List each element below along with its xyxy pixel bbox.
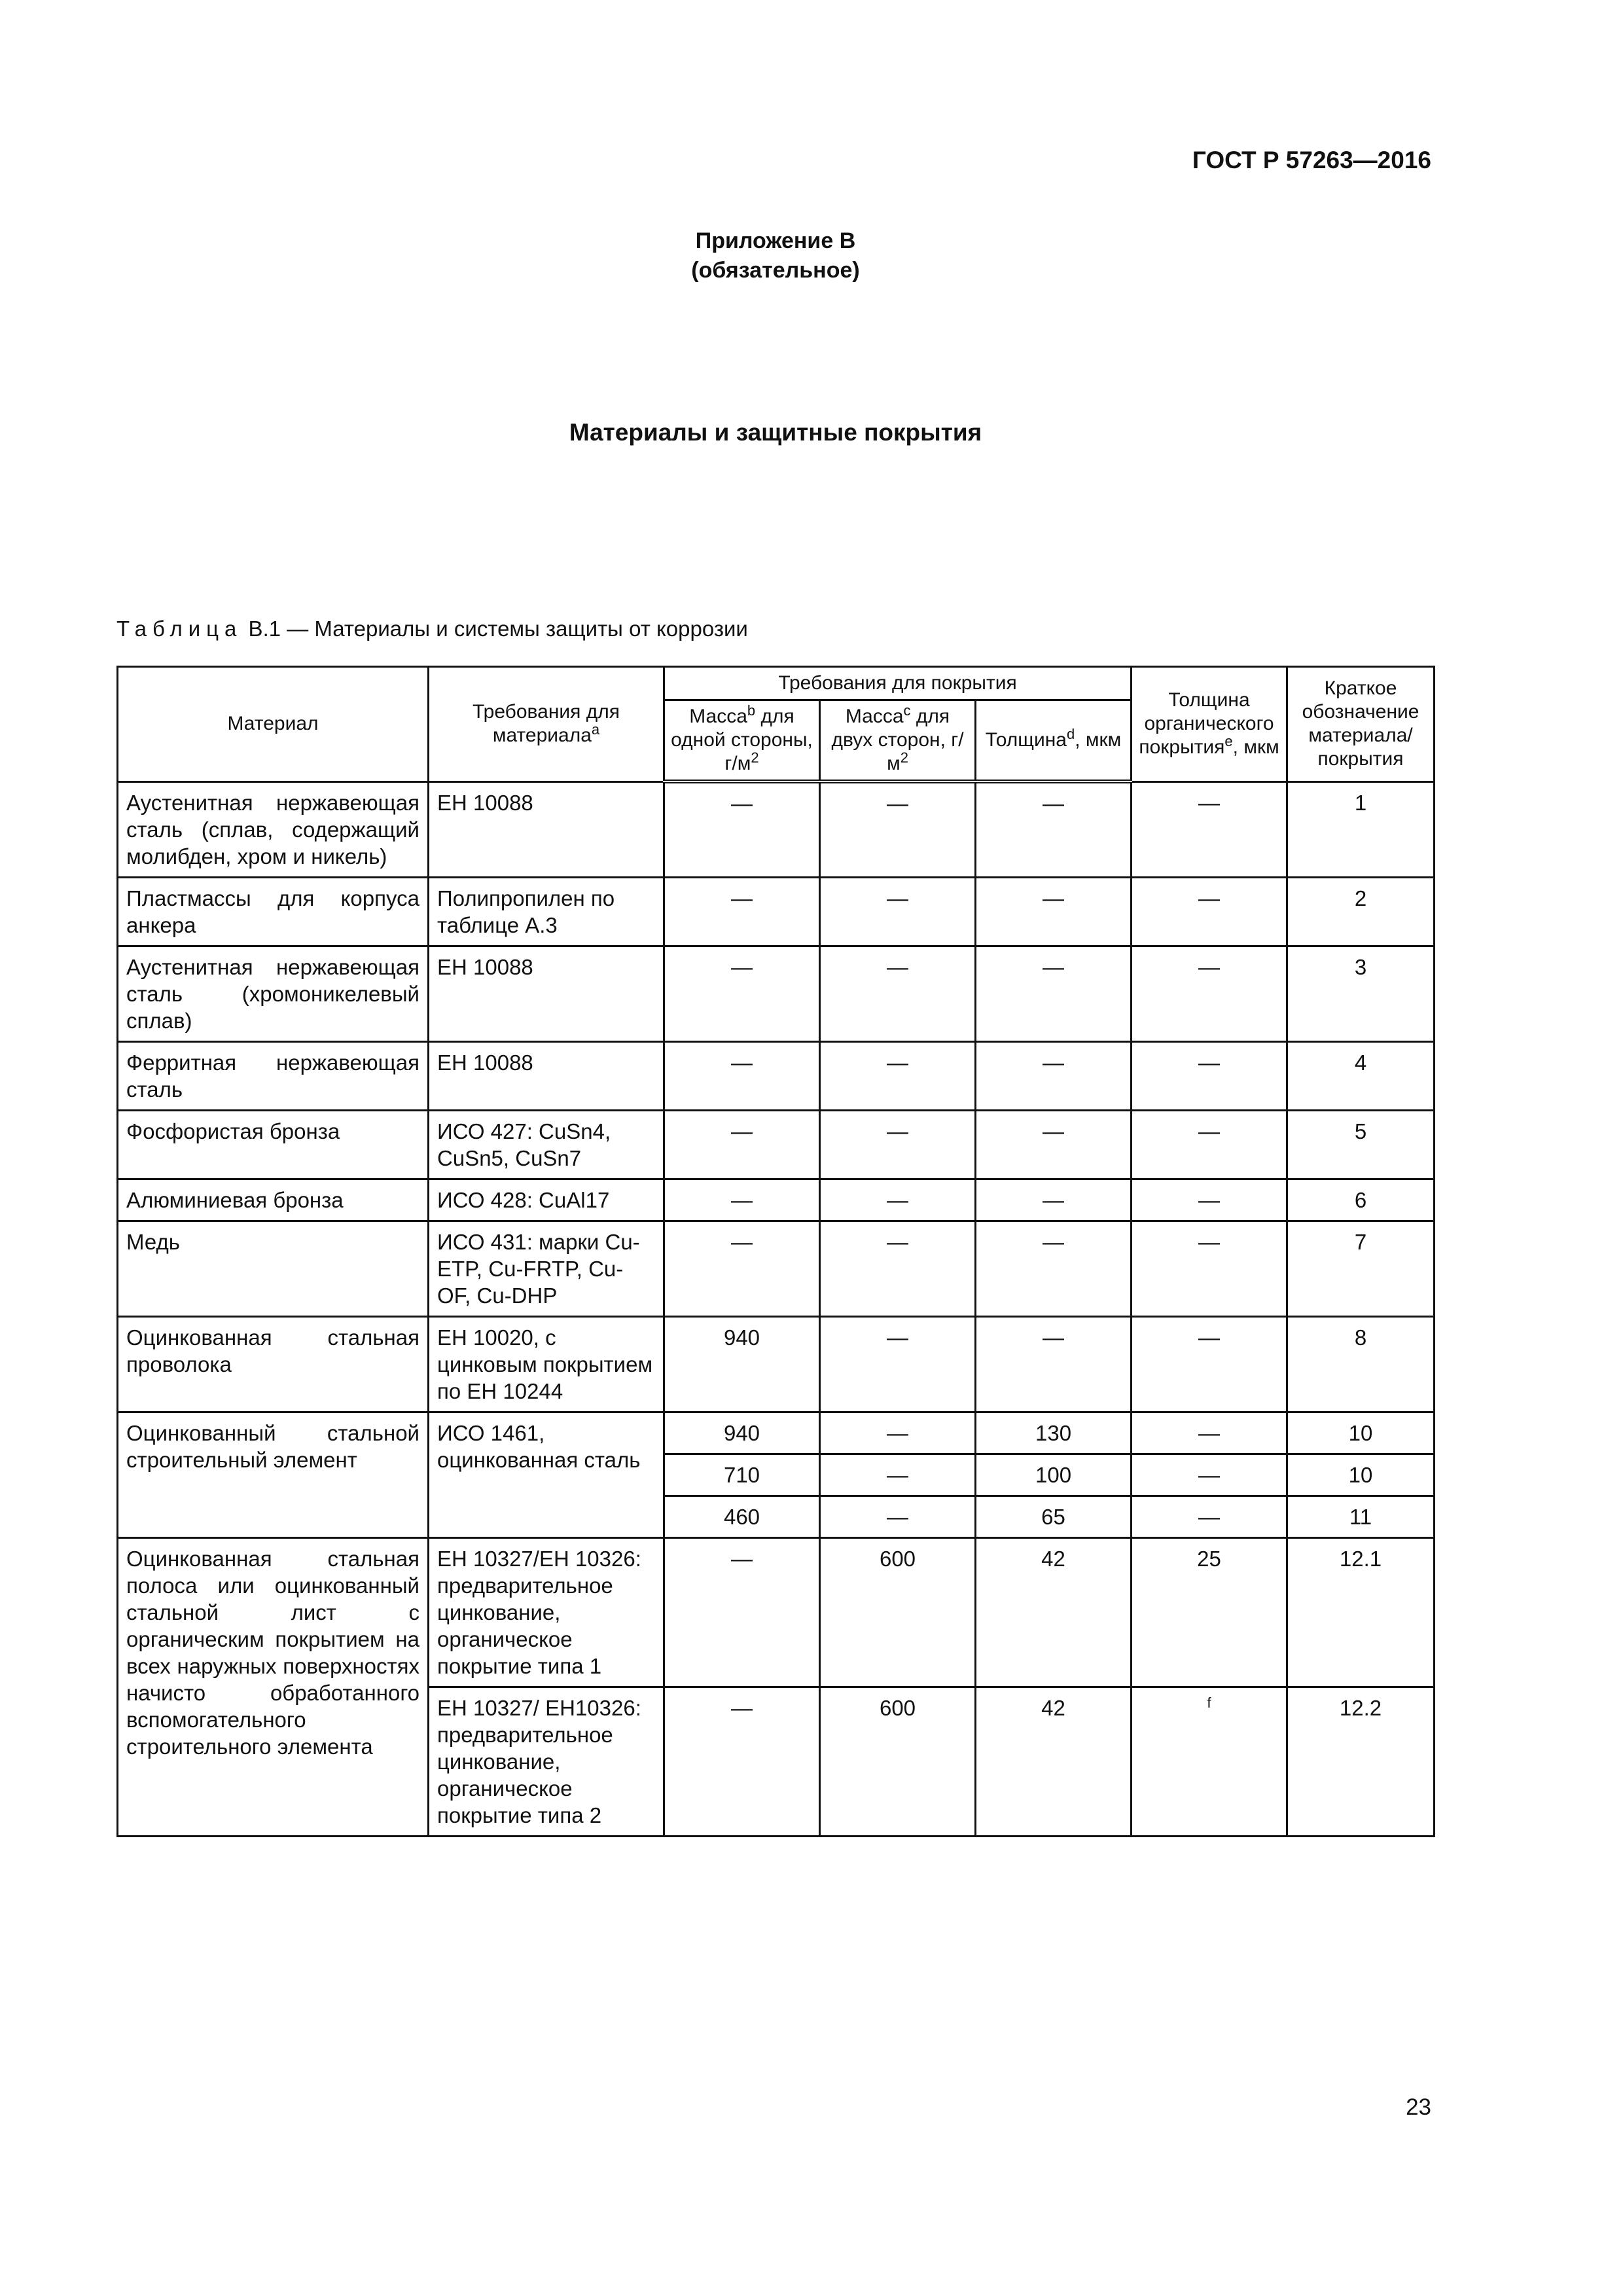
- section-title: Материалы и защитные покрытия: [569, 419, 982, 446]
- cell-short-code: 8: [1287, 1316, 1435, 1412]
- cell-req-material: ЕН 10020, с цинковым покрытием по ЕН 10244: [429, 1316, 664, 1412]
- cell-short-code: 1: [1287, 781, 1435, 877]
- appendix-status: (обязательное): [691, 258, 860, 283]
- cell-org-thickness: —: [1132, 1041, 1287, 1110]
- footnote-a: a: [591, 721, 600, 738]
- cell-mass-one: —: [664, 1179, 820, 1221]
- cell-req-material: ИСО 431: марки Cu-ETP, Cu-FRTP, Cu-OF, Cu-DHP: [429, 1221, 664, 1316]
- cell-req-material: ЕН 10327/ЕН 10326: предварительное цинкование, органическое покрытие типа 1: [429, 1537, 664, 1687]
- unit-sup: 2: [900, 749, 908, 766]
- cell-org-thickness: —: [1132, 781, 1287, 877]
- cell-thickness: —: [976, 1110, 1132, 1179]
- cell-req-material: Полипропилен по таблице А.3: [429, 877, 664, 946]
- col-org-thickness-unit: , мкм: [1232, 736, 1279, 759]
- footnote-b: b: [747, 702, 756, 719]
- table-row: [118, 946, 1435, 1041]
- table-row: [118, 1537, 1435, 1687]
- cell-short-code: 11: [1287, 1496, 1435, 1537]
- cell-thickness: —: [976, 1316, 1132, 1412]
- cell-thickness: 42: [976, 1687, 1132, 1836]
- cell-short-code: 6: [1287, 1179, 1435, 1221]
- cell-material: Аустенитная нержавеющая сталь (сплав, содержащий молибден, хром и никель): [118, 781, 429, 877]
- cell-material: Пластмассы для корпуса анкера: [118, 877, 429, 946]
- page-number: 23: [1406, 2094, 1431, 2120]
- cell-req-material: ЕН 10088: [429, 781, 664, 877]
- col-req-material-text: Требования для материала: [473, 701, 620, 747]
- cell-mass-two: —: [820, 946, 976, 1041]
- table-row: [118, 781, 1435, 877]
- cell-mass-two: —: [820, 1221, 976, 1316]
- cell-short-code: 2: [1287, 877, 1435, 946]
- col-mass-two-word: Масса: [845, 706, 904, 727]
- cell-mass-two: —: [820, 1496, 976, 1537]
- cell-mass-one: —: [664, 877, 820, 946]
- col-coating-group: Требования для покрытия: [664, 667, 1132, 700]
- table-row: [118, 1110, 1435, 1179]
- cell-material: Оцинкованная стальная полоса или оцинкованный стальной лист с органическим покрытием на всех наружных поверхностях начисто обработанного вспомогательного строительного элемента: [118, 1537, 429, 1836]
- cell-org-thickness: —: [1132, 1179, 1287, 1221]
- col-req-material: [429, 667, 664, 782]
- footnote-e: e: [1224, 733, 1233, 750]
- cell-mass-one: —: [664, 1221, 820, 1316]
- cell-thickness: —: [976, 1179, 1132, 1221]
- cell-mass-two: —: [820, 1041, 976, 1110]
- cell-thickness: —: [976, 781, 1132, 877]
- col-org-thickness: [1132, 667, 1287, 782]
- cell-mass-one: 460: [664, 1496, 820, 1537]
- materials-table: [116, 666, 1435, 1837]
- cell-mass-two: —: [820, 1179, 976, 1221]
- cell-mass-one: —: [664, 946, 820, 1041]
- table-caption-text: В.1 — Материалы и системы защиты от коррозии: [242, 617, 748, 641]
- cell-material: Ферритная нержавеющая сталь: [118, 1041, 429, 1110]
- cell-short-code: 10: [1287, 1412, 1435, 1454]
- org-thickness-value: 25: [1197, 1546, 1221, 1571]
- table-row: [118, 1221, 1435, 1316]
- col-short-code: Краткое обозначение материала/ покрытия: [1287, 667, 1435, 782]
- cell-mass-one: —: [664, 1537, 820, 1687]
- cell-org-thickness: —: [1132, 1412, 1287, 1454]
- appendix-title: Приложение В: [695, 228, 856, 253]
- cell-req-material: ИСО 1461, оцинкованная сталь: [429, 1412, 664, 1537]
- footnote-d: d: [1066, 726, 1075, 742]
- cell-material: Алюминиевая бронза: [118, 1179, 429, 1221]
- table-caption: [116, 617, 748, 641]
- cell-thickness: —: [976, 946, 1132, 1041]
- table-row: [118, 1316, 1435, 1412]
- footnote-f: f: [1207, 1694, 1211, 1711]
- col-mass-one: [664, 700, 820, 782]
- cell-org-thickness: —: [1132, 1496, 1287, 1537]
- cell-org-thickness: —: [1132, 1454, 1287, 1496]
- cell-mass-one: —: [664, 781, 820, 877]
- cell-material: Медь: [118, 1221, 429, 1316]
- cell-short-code: 5: [1287, 1110, 1435, 1179]
- cell-mass-two: 600: [820, 1687, 976, 1836]
- cell-mass-one: 940: [664, 1412, 820, 1454]
- table-body: [118, 781, 1435, 1836]
- cell-mass-one: —: [664, 1110, 820, 1179]
- cell-thickness: —: [976, 1041, 1132, 1110]
- cell-short-code: 4: [1287, 1041, 1435, 1110]
- col-mass-one-word: Масса: [689, 706, 747, 727]
- col-material: Материал: [118, 667, 429, 782]
- cell-mass-two: —: [820, 1454, 976, 1496]
- col-mass-two-text: для двух сторон, г/м: [831, 706, 964, 774]
- cell-mass-two: 600: [820, 1537, 976, 1687]
- col-mass-one-text: для одной стороны, г/м: [671, 706, 813, 774]
- cell-req-material: ЕН 10088: [429, 1041, 664, 1110]
- cell-req-material: ИСО 428: CuAl17: [429, 1179, 664, 1221]
- cell-org-thickness: —: [1132, 1316, 1287, 1412]
- col-thickness-word: Толщина: [985, 729, 1067, 751]
- cell-req-material: ЕН 10327/ ЕН10326: предварительное цинкование, органическое покрытие типа 2: [429, 1687, 664, 1836]
- table-row: [118, 1041, 1435, 1110]
- cell-org-thickness: [1132, 1537, 1287, 1687]
- cell-mass-two: —: [820, 1412, 976, 1454]
- cell-material: Аустенитная нержавеющая сталь (хромоникелевый сплав): [118, 946, 429, 1041]
- cell-org-thickness: [1132, 1687, 1287, 1836]
- cell-org-thickness: —: [1132, 877, 1287, 946]
- col-mass-two: [820, 700, 976, 782]
- header-row-1: [118, 667, 1435, 700]
- cell-thickness: 100: [976, 1454, 1132, 1496]
- cell-mass-one: —: [664, 1687, 820, 1836]
- cell-org-thickness: —: [1132, 946, 1287, 1041]
- cell-mass-one: 940: [664, 1316, 820, 1412]
- appendix-heading: [0, 226, 1551, 285]
- cell-thickness: 130: [976, 1412, 1132, 1454]
- cell-short-code: 12.1: [1287, 1537, 1435, 1687]
- cell-thickness: 65: [976, 1496, 1132, 1537]
- table-caption-label: Таблица: [116, 617, 243, 641]
- cell-thickness: —: [976, 877, 1132, 946]
- col-org-thickness-text: Толщина органического покрытия: [1139, 689, 1274, 759]
- cell-short-code: 7: [1287, 1221, 1435, 1316]
- cell-material: Оцинкованная стальная проволока: [118, 1316, 429, 1412]
- table-row: [118, 1412, 1435, 1454]
- cell-short-code: 3: [1287, 946, 1435, 1041]
- cell-org-thickness: —: [1132, 1221, 1287, 1316]
- unit-sup: 2: [751, 749, 759, 766]
- cell-short-code: 12.2: [1287, 1687, 1435, 1836]
- cell-mass-two: —: [820, 781, 976, 877]
- cell-mass-two: —: [820, 877, 976, 946]
- cell-req-material: ЕН 10088: [429, 946, 664, 1041]
- cell-mass-one: 710: [664, 1454, 820, 1496]
- cell-org-thickness: —: [1132, 1110, 1287, 1179]
- cell-mass-one: —: [664, 1041, 820, 1110]
- cell-thickness: —: [976, 1221, 1132, 1316]
- footnote-c: c: [903, 702, 911, 719]
- table-row: [118, 877, 1435, 946]
- cell-req-material: ИСО 427: CuSn4, CuSn5, CuSn7: [429, 1110, 664, 1179]
- table-row: [118, 1179, 1435, 1221]
- cell-short-code: 10: [1287, 1454, 1435, 1496]
- col-thickness: [976, 700, 1132, 782]
- document-code: ГОСТ Р 57263—2016: [1192, 147, 1431, 173]
- col-thickness-unit: , мкм: [1075, 729, 1122, 751]
- cell-mass-two: —: [820, 1110, 976, 1179]
- cell-material: Фосфористая бронза: [118, 1110, 429, 1179]
- cell-mass-two: —: [820, 1316, 976, 1412]
- cell-thickness: 42: [976, 1537, 1132, 1687]
- cell-material: Оцинкованный стальной строительный элемент: [118, 1412, 429, 1537]
